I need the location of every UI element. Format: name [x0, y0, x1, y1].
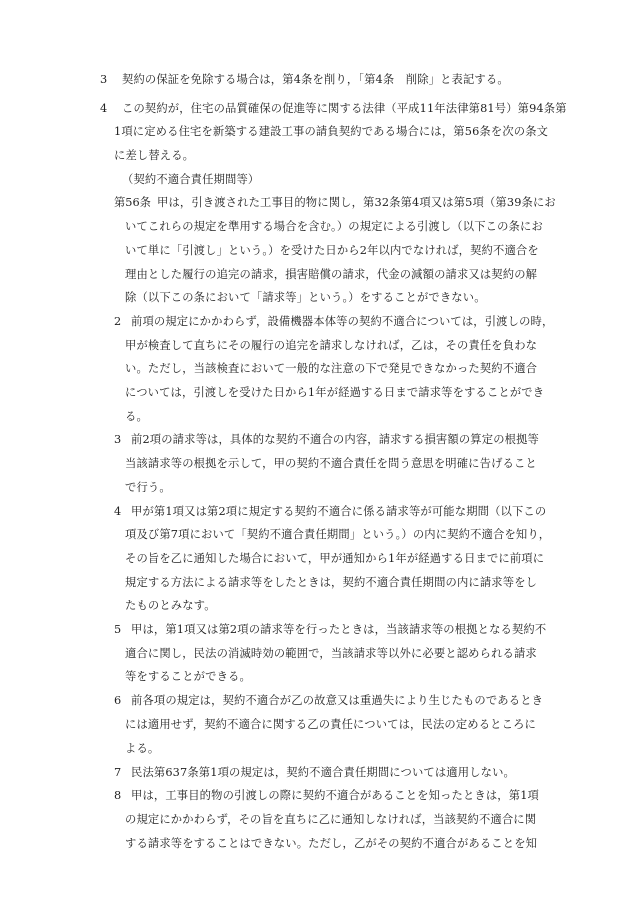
paragraph-line: 前項の規定にかかわらず，設備機器本体等の契約不適合については，引渡しの時，	[131, 315, 554, 328]
paragraph-line: 項及び第7項において「契約不適合責任期間」という。）の内に契約不適合を知り，	[125, 528, 551, 541]
paragraph-line: いて単に「引渡し」という。）を受けた日から2年以内でなければ，契約不適合を	[125, 244, 539, 257]
paragraph-line: い。ただし，当該検査において一般的な注意の下で発見できなかった契約不適合	[125, 362, 538, 375]
item-number: 7	[114, 766, 122, 779]
paragraph-line: その旨を乙に通知した場合において，甲が通知から1年が経過する日までに前項に	[125, 552, 545, 565]
heading-text: （契約不適合責任期間等）	[122, 173, 260, 186]
paragraph-line: 甲が検査して直ちにその履行の追完を請求しなければ，乙は，その責任を負わな	[125, 339, 538, 352]
item-number: 2	[114, 315, 122, 328]
paragraph-number: 4	[100, 102, 108, 115]
paragraph-line: 当該請求等の根拠を示して，甲の契約不適合責任を問う意思を明確に告げること	[125, 457, 537, 470]
paragraph-line: 前2項の請求等は，具体的な契約不適合の内容，請求する損害額の算定の根拠等	[131, 433, 539, 446]
paragraph-line: には適用せず，契約不適合に関する乙の責任については，民法の定めるところに	[125, 718, 536, 731]
paragraph-line: る。	[125, 410, 148, 423]
paragraph-line: 理由とした履行の追完の請求，損害賠償の請求，代金の減額の請求又は契約の解	[125, 268, 538, 281]
paragraph-line: の規定にかかわらず，その旨を直ちに乙に通知しなければ，当該契約不適合に関	[125, 813, 537, 826]
paragraph-line: たものとみなす。	[125, 599, 216, 612]
item-number: 6	[114, 694, 122, 707]
paragraph-line: 適合に関し，民法の消滅時効の範囲で，当該請求等以外に必要と認められる請求	[125, 647, 537, 660]
paragraph-number: 3	[100, 73, 108, 86]
item-number: 4	[114, 505, 122, 518]
paragraph-line: 規定する方法による請求等をしたときは，契約不適合責任期間の内に請求等をし	[125, 576, 538, 589]
paragraph-line: 1項に定める住宅を新築する建設工事の請負契約である場合には，第56条を次の条文	[114, 125, 549, 138]
item-number: 8	[114, 789, 122, 802]
paragraph-line: 甲は，第1項又は第2項の請求等を行ったときは，当該請求等の根拠となる契約不	[131, 623, 547, 636]
article-number: 第56条	[114, 196, 151, 209]
paragraph-line: いてこれらの規定を準用する場合を含む。）の規定による引渡し（以下この条にお	[125, 220, 543, 233]
paragraph-line: 甲が第1項又は第2項に規定する契約不適合に係る請求等が可能な期間（以下この	[131, 505, 547, 518]
paragraph-line: 前各項の規定は，契約不適合が乙の故意又は重過失により生じたものであるとき	[131, 694, 544, 707]
paragraph-line: この契約が，住宅の品質確保の促進等に関する法律（平成11年法律第81号）第94条第	[122, 102, 567, 115]
paragraph-line: 甲は，引き渡された工事目的物に関し，第32条第4項又は第5項（第39条にお	[157, 196, 556, 209]
item-number: 3	[114, 433, 122, 446]
paragraph-line: 甲は，工事目的物の引渡しの際に契約不適合があることを知ったときは，第1項	[131, 789, 539, 802]
paragraph-line: で行う。	[125, 481, 171, 494]
paragraph-line: よる。	[125, 742, 160, 755]
paragraph-line: に差し替える。	[114, 149, 195, 162]
paragraph-line: 等をすることができる。	[125, 670, 251, 683]
item-number: 5	[114, 623, 122, 636]
paragraph-line: 除（以下この条において「請求等」という。）をすることができない。	[125, 291, 486, 304]
paragraph-line: については，引渡しを受けた日から1年が経過する日まで請求等をすることができ	[125, 386, 545, 399]
paragraph-line: する請求等をすることはできない。ただし，乙がその契約不適合があることを知	[125, 837, 538, 850]
paragraph-line: 民法第637条第1項の規定は，契約不適合責任期間については適用しない。	[131, 766, 515, 779]
paragraph-line: 契約の保証を免除する場合は，第4条を削り，「第4条 削除」と表記する。	[122, 73, 509, 86]
